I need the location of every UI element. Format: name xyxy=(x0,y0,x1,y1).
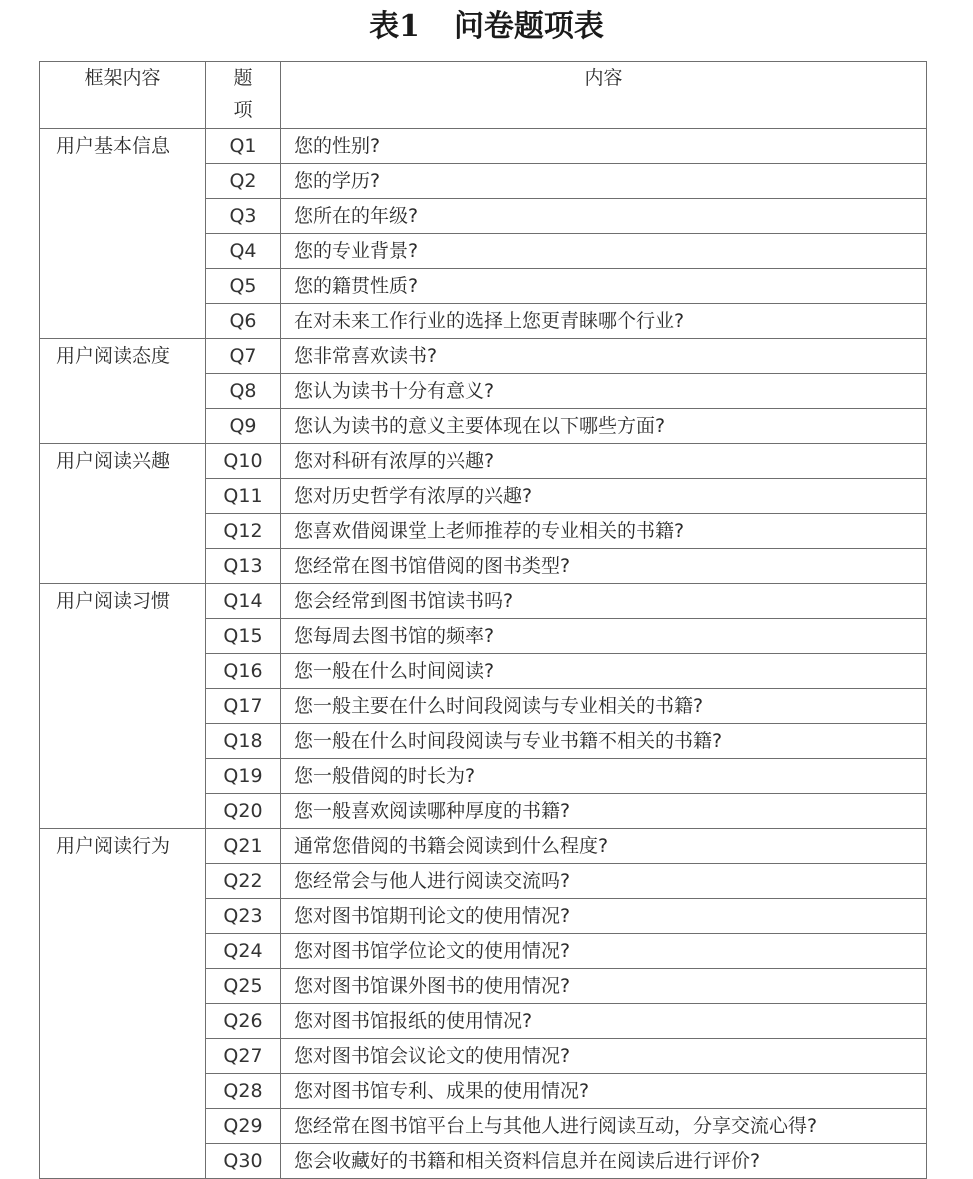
question-text: 您经常会与他人进行阅读交流吗? xyxy=(281,864,927,899)
question-text: 您会收藏好的书籍和相关资料信息并在阅读后进行评价? xyxy=(281,1144,927,1179)
question-id: Q17 xyxy=(206,689,281,724)
table-row xyxy=(40,129,927,164)
question-id: Q26 xyxy=(206,1004,281,1039)
framework-cell: 用户阅读兴趣 xyxy=(40,444,206,584)
question-text: 您认为读书十分有意义? xyxy=(281,374,927,409)
question-id: Q20 xyxy=(206,794,281,829)
header-item xyxy=(206,62,281,129)
question-text: 您所在的年级? xyxy=(281,199,927,234)
question-id: Q9 xyxy=(206,409,281,444)
question-text: 您经常在图书馆借阅的图书类型? xyxy=(281,549,927,584)
question-id: Q19 xyxy=(206,759,281,794)
question-id: Q23 xyxy=(206,899,281,934)
question-text: 您对历史哲学有浓厚的兴趣? xyxy=(281,479,927,514)
question-id: Q7 xyxy=(206,339,281,374)
question-id: Q2 xyxy=(206,164,281,199)
question-text: 在对未来工作行业的选择上您更青睐哪个行业? xyxy=(281,304,927,339)
question-text: 您的性别? xyxy=(281,129,927,164)
question-id: Q30 xyxy=(206,1144,281,1179)
question-id: Q27 xyxy=(206,1039,281,1074)
question-id: Q13 xyxy=(206,549,281,584)
question-text: 您对图书馆报纸的使用情况? xyxy=(281,1004,927,1039)
question-text: 通常您借阅的书籍会阅读到什么程度? xyxy=(281,829,927,864)
framework-cell: 用户阅读习惯 xyxy=(40,584,206,829)
question-id: Q29 xyxy=(206,1109,281,1144)
question-text: 您对图书馆会议论文的使用情况? xyxy=(281,1039,927,1074)
question-id: Q24 xyxy=(206,934,281,969)
question-text: 您对图书馆课外图书的使用情况? xyxy=(281,969,927,1004)
table-row xyxy=(40,829,927,864)
question-id: Q22 xyxy=(206,864,281,899)
question-text: 您的学历? xyxy=(281,164,927,199)
header-content: 内容 xyxy=(281,62,927,129)
framework-cell: 用户基本信息 xyxy=(40,129,206,339)
question-id: Q16 xyxy=(206,654,281,689)
table-row xyxy=(40,584,927,619)
question-id: Q15 xyxy=(206,619,281,654)
caption-title: 问卷题项表 xyxy=(453,9,604,44)
question-text: 您一般在什么时间阅读? xyxy=(281,654,927,689)
header-item-line2: 项 xyxy=(233,99,253,121)
framework-cell: 用户阅读态度 xyxy=(40,339,206,444)
question-id: Q8 xyxy=(206,374,281,409)
table-caption xyxy=(0,2,973,52)
question-text: 您对科研有浓厚的兴趣? xyxy=(281,444,927,479)
question-text: 您对图书馆学位论文的使用情况? xyxy=(281,934,927,969)
question-id: Q3 xyxy=(206,199,281,234)
question-text: 您一般喜欢阅读哪种厚度的书籍? xyxy=(281,794,927,829)
header-row xyxy=(40,62,927,129)
question-id: Q6 xyxy=(206,304,281,339)
question-text: 您会经常到图书馆读书吗? xyxy=(281,584,927,619)
question-text: 您的专业背景? xyxy=(281,234,927,269)
question-id: Q14 xyxy=(206,584,281,619)
caption-number: 表1 xyxy=(369,9,420,44)
question-id: Q21 xyxy=(206,829,281,864)
question-id: Q10 xyxy=(206,444,281,479)
table-body xyxy=(40,62,927,1179)
question-text: 您非常喜欢读书? xyxy=(281,339,927,374)
question-text: 您对图书馆期刊论文的使用情况? xyxy=(281,899,927,934)
question-id: Q25 xyxy=(206,969,281,1004)
header-framework: 框架内容 xyxy=(40,62,206,129)
question-id: Q18 xyxy=(206,724,281,759)
question-text: 您一般主要在什么时间段阅读与专业相关的书籍? xyxy=(281,689,927,724)
question-text: 您对图书馆专利、成果的使用情况? xyxy=(281,1074,927,1109)
header-item-line1: 题 xyxy=(233,67,253,89)
question-text: 您一般借阅的时长为? xyxy=(281,759,927,794)
table-row xyxy=(40,444,927,479)
question-id: Q5 xyxy=(206,269,281,304)
question-text: 您每周去图书馆的频率? xyxy=(281,619,927,654)
question-text: 您的籍贯性质? xyxy=(281,269,927,304)
question-id: Q12 xyxy=(206,514,281,549)
table-row xyxy=(40,339,927,374)
question-text: 您认为读书的意义主要体现在以下哪些方面? xyxy=(281,409,927,444)
question-id: Q4 xyxy=(206,234,281,269)
question-text: 您经常在图书馆平台上与其他人进行阅读互动，分享交流心得? xyxy=(281,1109,927,1144)
questionnaire-table xyxy=(39,61,927,1179)
question-text: 您一般在什么时间段阅读与专业书籍不相关的书籍? xyxy=(281,724,927,759)
question-id: Q11 xyxy=(206,479,281,514)
question-id: Q28 xyxy=(206,1074,281,1109)
framework-cell: 用户阅读行为 xyxy=(40,829,206,1179)
question-id: Q1 xyxy=(206,129,281,164)
question-text: 您喜欢借阅课堂上老师推荐的专业相关的书籍? xyxy=(281,514,927,549)
